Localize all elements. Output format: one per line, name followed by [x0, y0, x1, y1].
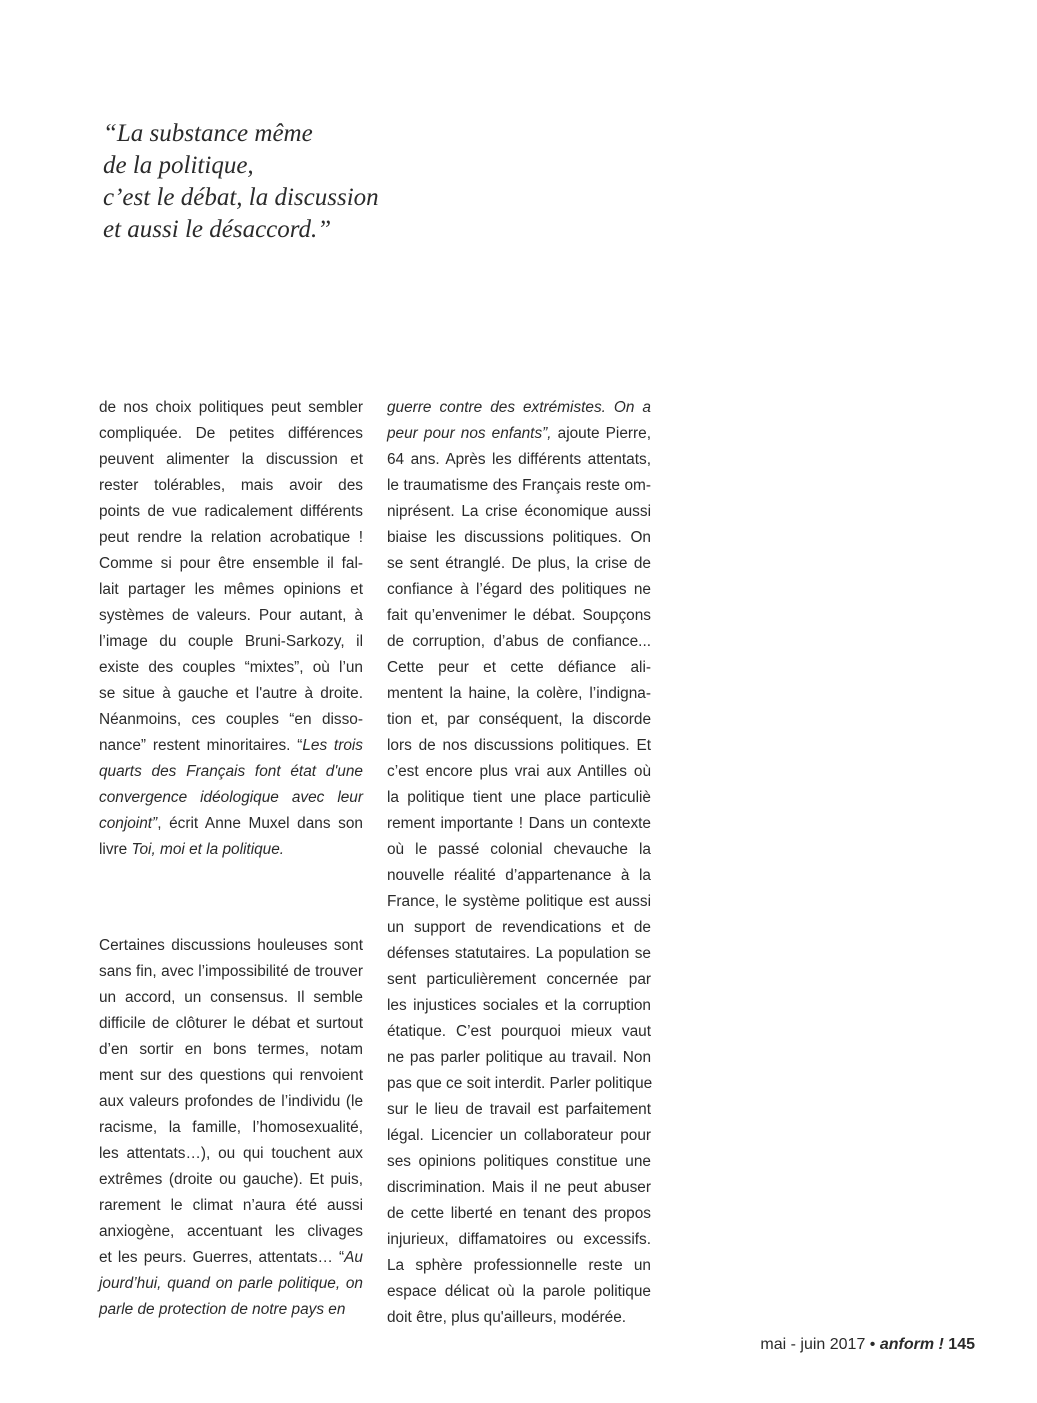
body-text: fait qu’envenimer le débat. Soupçons: [387, 607, 651, 624]
body-text: rester tolérables, mais avoir des: [99, 477, 363, 494]
text-line: [99, 1141, 363, 1167]
body-text: , écrit Anne Muxel dans son: [157, 815, 363, 832]
text-line: [99, 473, 363, 499]
text-line: [387, 941, 651, 967]
text-line: [387, 1253, 651, 1279]
body-text: rarement le climat n’aura été aussi: [99, 1197, 363, 1214]
text-line: [387, 1097, 651, 1123]
text-line: [387, 993, 651, 1019]
body-text: France, le système politique est aussi: [387, 893, 651, 910]
body-text: points de vue radicalement différents: [99, 503, 363, 520]
body-text: de corruption, d’abus de confiance...: [387, 633, 651, 650]
text-line: [99, 395, 363, 421]
text-line: [387, 707, 651, 733]
text-line: [99, 1115, 363, 1141]
text-line: [99, 811, 363, 837]
text-line: [387, 1305, 651, 1331]
text-line: [387, 421, 651, 447]
body-text: peut rendre la relation acrobatique !: [99, 529, 363, 546]
body-text: rement importante ! Dans un contexte: [387, 815, 651, 832]
text-line: [99, 1271, 363, 1297]
body-text: Certaines discussions houleuses sont: [99, 937, 363, 954]
text-line: [387, 525, 651, 551]
text-line: [387, 967, 651, 993]
text-line: [387, 577, 651, 603]
text-line: [99, 707, 363, 733]
body-text: tion et, par conséquent, la discorde: [387, 711, 651, 728]
body-text: peuvent alimenter la discussion et: [99, 451, 363, 468]
body-text: l’image du couple Bruni-Sarkozy, il: [99, 633, 363, 650]
body-text: se sent étranglé. De plus, la crise de: [387, 555, 651, 572]
text-line: [387, 1019, 651, 1045]
body-text: de cette liberté en tenant des propos: [387, 1205, 651, 1222]
italic-quote-text: Les trois: [302, 737, 363, 754]
italic-quote-text: quarts des Français font état d'une: [99, 763, 363, 780]
body-text: Néanmoins, ces couples “en disso-: [99, 711, 363, 728]
text-line: [387, 1279, 651, 1305]
body-text: sent particulièrement concernée par: [387, 971, 651, 988]
body-text: biaise les discussions politiques. On: [387, 529, 651, 546]
text-line: [99, 1219, 363, 1245]
pull-quote-line: c’est le débat, la discussion: [103, 184, 379, 211]
text-line: [99, 1063, 363, 1089]
text-line: [387, 681, 651, 707]
body-text: livre: [99, 841, 132, 858]
text-line: [387, 447, 651, 473]
body-text: lait partager les mêmes opinions et: [99, 581, 363, 598]
body-text: Comme si pour être ensemble il fal-: [99, 555, 363, 572]
magazine-name: anform !: [879, 1336, 944, 1353]
body-text: ment sur des questions qui renvoient: [99, 1067, 363, 1084]
text-line: [99, 1193, 363, 1219]
body-text: injurieux, diffamatoires ou excessifs.: [387, 1231, 651, 1248]
text-line: [387, 733, 651, 759]
body-text: le traumatisme des Français reste om-: [387, 477, 651, 494]
text-line: [99, 577, 363, 603]
text-line: [99, 985, 363, 1011]
text-line: [387, 1201, 651, 1227]
italic-quote-text: convergence idéologique avec leur: [99, 789, 363, 806]
body-text: 64 ans. Après les différents attentats,: [387, 451, 651, 468]
body-text: défenses statutaires. La population se: [387, 945, 651, 962]
text-line: [99, 733, 363, 759]
body-text: compliquée. De petites différences: [99, 425, 363, 442]
body-text: les attentats…), ou qui touchent aux: [99, 1145, 363, 1162]
body-text: nance” restent minoritaires. “: [99, 737, 303, 754]
pull-quote: [103, 118, 403, 246]
column-left-top: [99, 395, 363, 863]
text-line: [99, 551, 363, 577]
text-line: [387, 1045, 651, 1071]
text-line: [99, 759, 363, 785]
text-line: [99, 603, 363, 629]
italic-quote-text: jourd’hui, quand on parle politique, on: [99, 1275, 363, 1292]
pull-quote-line: de la politique,: [103, 152, 254, 179]
text-line: [99, 785, 363, 811]
text-line: [387, 1123, 651, 1149]
text-line: [99, 1245, 363, 1271]
body-text: où le passé colonial chevauche la: [387, 841, 651, 858]
text-line: [387, 655, 651, 681]
body-text: discrimination. Mais il ne peut abuser: [387, 1179, 651, 1196]
text-line: [99, 655, 363, 681]
body-text: la politique tient une place particuliè: [387, 789, 651, 806]
text-line: [99, 421, 363, 447]
text-line: [99, 525, 363, 551]
text-line: [387, 395, 651, 421]
text-line: [99, 1167, 363, 1193]
body-text: sans fin, avec l’impossibilité de trouver: [99, 963, 363, 980]
body-text: racisme, la famille, l’homosexualité,: [99, 1119, 363, 1136]
body-text: extrêmes (droite ou gauche). Et puis,: [99, 1171, 363, 1188]
body-text: Cette peur et cette défiance ali-: [387, 659, 651, 676]
text-line: [99, 629, 363, 655]
body-text: anxiogène, accentuant les clivages: [99, 1223, 363, 1240]
body-text: doit être, plus qu'ailleurs, modérée.: [387, 1309, 627, 1326]
page-footer: [760, 1336, 975, 1354]
text-line: [387, 889, 651, 915]
column-right: [387, 395, 651, 1331]
body-text: d’en sortir en bons termes, notam: [99, 1041, 363, 1058]
text-line: [99, 681, 363, 707]
text-line: [387, 603, 651, 629]
body-text: existe des couples “mixtes”, où l’un: [99, 659, 363, 676]
body-text: confiance à l’égard des politiques ne: [387, 581, 651, 598]
body-text: sur le lieu de travail est parfaitement: [387, 1101, 651, 1118]
italic-quote-text: conjoint”: [99, 815, 158, 832]
text-line: [99, 959, 363, 985]
body-text: espace délicat où la parole politique: [387, 1283, 651, 1300]
pull-quote-line: “La substance même: [103, 120, 313, 147]
text-line: [99, 1297, 363, 1323]
issue-date: mai - juin 2017: [760, 1336, 866, 1353]
body-text: et les peurs. Guerres, attentats… “: [99, 1249, 345, 1266]
text-line: [387, 1227, 651, 1253]
body-text: les injustices sociales et la corruption: [387, 997, 651, 1014]
text-line: [387, 915, 651, 941]
text-line: [387, 1149, 651, 1175]
body-text: mentent la haine, la colère, l’indigna-: [387, 685, 651, 702]
body-text: se situe à gauche et l'autre à droite.: [99, 685, 363, 702]
text-line: [99, 1089, 363, 1115]
text-line: [387, 629, 651, 655]
body-text: systèmes de valeurs. Pour autant, à: [99, 607, 363, 624]
text-line: [99, 1037, 363, 1063]
italic-quote-text: Au: [344, 1249, 363, 1266]
body-text: c’est encore plus vrai aux Antilles où: [387, 763, 651, 780]
footer-separator: •: [865, 1336, 880, 1353]
body-text: difficile de clôturer le débat et surtout: [99, 1015, 363, 1032]
body-text: ne pas parler politique au travail. Non: [387, 1049, 651, 1066]
body-text: de nos choix politiques peut sembler: [99, 399, 363, 416]
text-line: [387, 863, 651, 889]
text-line: [387, 837, 651, 863]
text-line: [387, 811, 651, 837]
text-line: [387, 759, 651, 785]
body-text: pas que ce soit interdit. Parler politique: [387, 1075, 653, 1092]
body-text: ajoute Pierre,: [551, 425, 651, 442]
text-line: [387, 1175, 651, 1201]
pull-quote-line: et aussi le désaccord.”: [103, 216, 332, 243]
body-text: aux valeurs profondes de l’individu (le: [99, 1093, 363, 1110]
text-line: [387, 1071, 651, 1097]
text-line: [387, 551, 651, 577]
italic-quote-text: peur pour nos enfants”,: [387, 425, 552, 442]
body-text: ses opinions politiques constitue une: [387, 1153, 651, 1170]
text-line: [387, 499, 651, 525]
body-text: niprésent. La crise économique aussi: [387, 503, 651, 520]
text-line: [99, 447, 363, 473]
body-text: un accord, un consensus. Il semble: [99, 989, 363, 1006]
italic-quote-text: Toi, moi et la politique.: [131, 841, 285, 858]
column-left-bottom: [99, 933, 363, 1323]
page-number: 145: [948, 1336, 975, 1353]
italic-quote-text: guerre contre des extrémistes. On a: [387, 399, 651, 416]
text-line: [387, 473, 651, 499]
body-text: nouvelle réalité d’appartenance à la: [387, 867, 651, 884]
text-line: [387, 785, 651, 811]
body-text: étatique. C’est pourquoi mieux vaut: [387, 1023, 651, 1040]
body-text: La sphère professionnelle reste un: [387, 1257, 651, 1274]
body-text: lors de nos discussions politiques. Et: [387, 737, 651, 754]
italic-quote-text: parle de protection de notre pays en: [99, 1301, 346, 1318]
body-text: légal. Licencier un collaborateur pour: [387, 1127, 651, 1144]
text-line: [99, 933, 363, 959]
text-line: [99, 499, 363, 525]
text-line: [99, 837, 363, 863]
text-line: [99, 1011, 363, 1037]
body-text: un support de revendications et de: [387, 919, 651, 936]
